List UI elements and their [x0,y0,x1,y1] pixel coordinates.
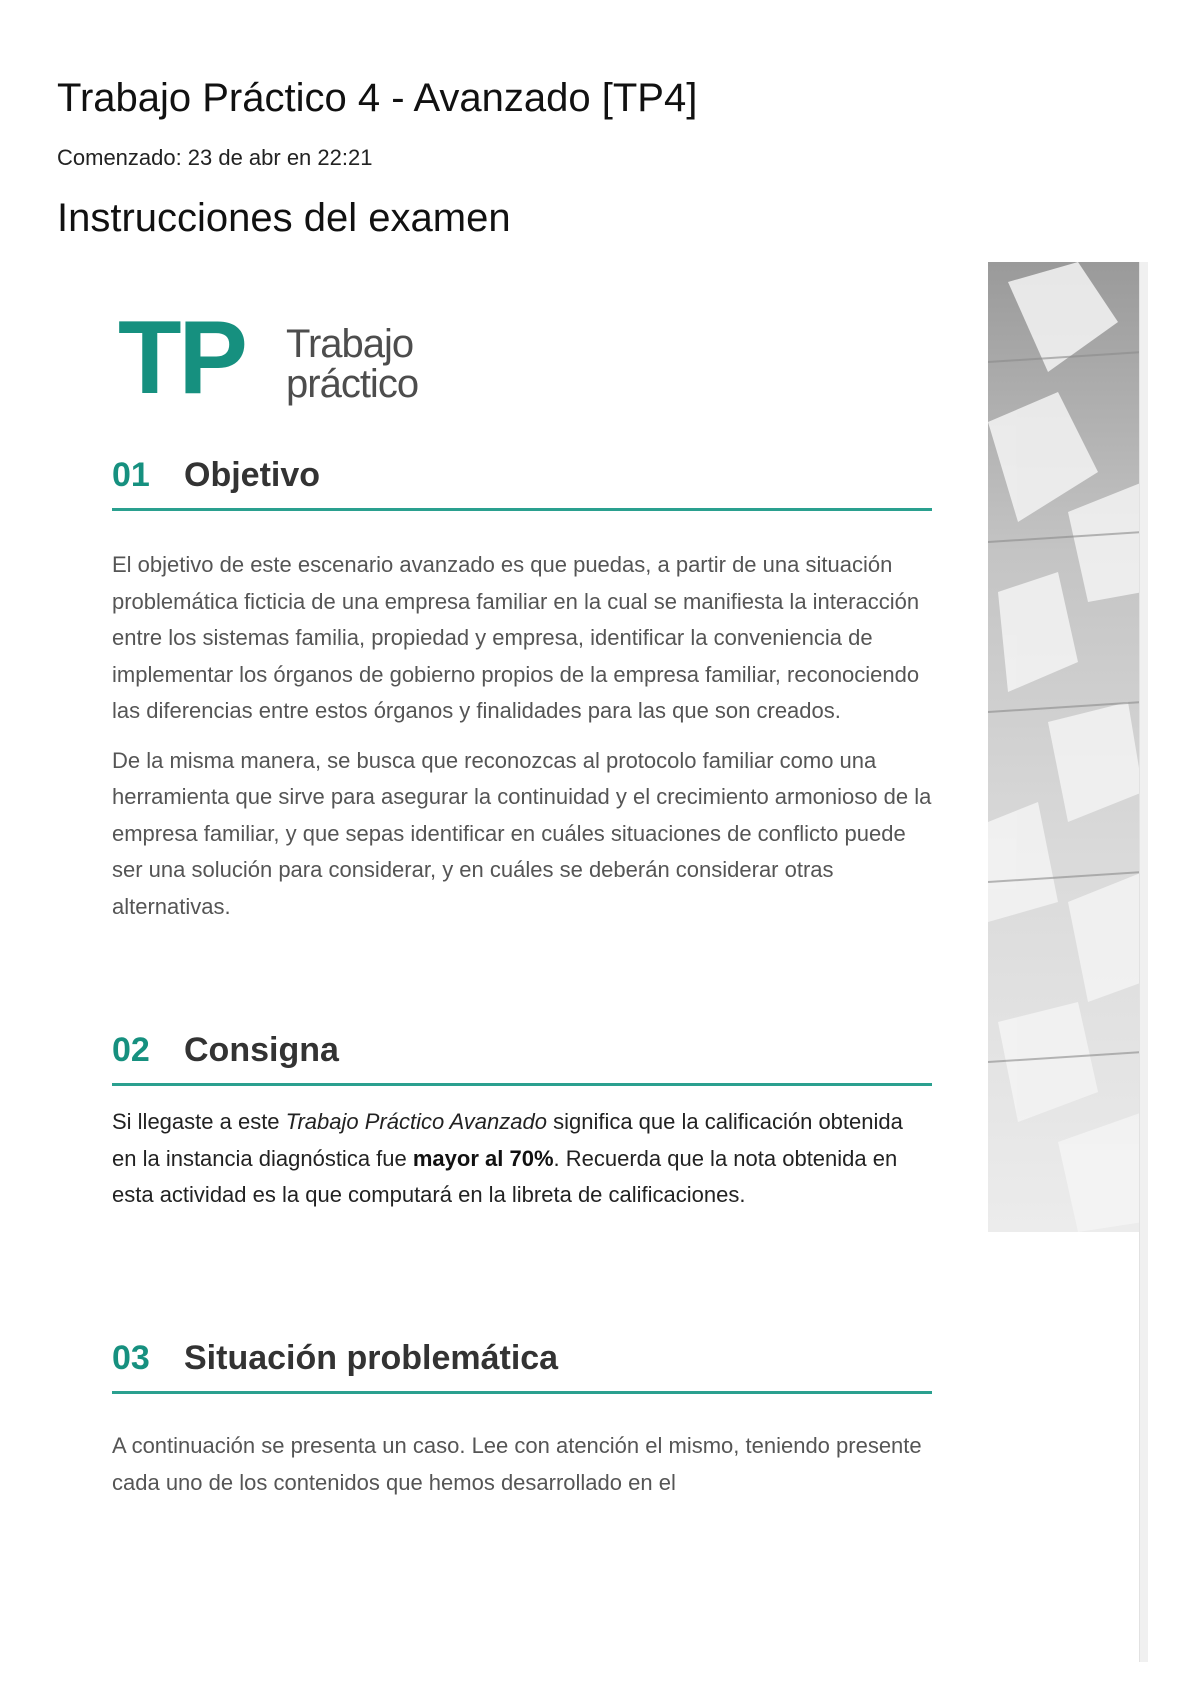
text-run: Si llegaste a este [112,1109,286,1134]
logo-mark: TP [118,300,245,416]
paragraph: El objetivo de este escenario avanzado es que puedas, a partir de una situación problemática ficticia de una empresa familiar en la cual se manifiesta la interacción entre los sistemas familia, propiedad y empresa, identificar la conveniencia de implementar los órganos de gobierno propios de la empresa familiar, reconociendo las diferencias entre estos órganos y finalidades para las que son creados. [112,552,920,723]
section-number: 01 [112,456,150,494]
section-title: Objetivo [184,456,321,494]
paragraph: De la misma manera, se busca que reconozcas al protocolo familiar como una herramienta que sirve para asegurar la continuidad y el crecimiento armonioso de la empresa familiar, y que sepas identificar en cuáles situaciones de conflicto puede ser una solución para considerar, y en cuáles se deberán considerar otras alternativas. [112,747,932,919]
section-situacion [112,1335,932,1501]
logo-text-line2: práctico [286,362,419,406]
paragraph [112,1104,932,1214]
text-run-bold: mayor al 70% [412,1145,554,1171]
instructions-title: Instrucciones del examen [57,196,511,240]
logo-text-line1: Trabajo [286,322,414,366]
scrollbar[interactable] [1139,262,1148,1662]
section-header [112,452,932,511]
instructions-frame [56,262,1148,1662]
started-info [57,145,372,171]
section-header [112,1335,932,1394]
started-value: 23 de abr en 22:21 [187,145,373,170]
section-title: Situación problemática [184,1339,559,1377]
section-objetivo [112,452,932,925]
section-consigna [112,1027,932,1214]
text-run: . Recuerda que la nota obtenida en esta actividad es la que computará en la libreta de calificaciones. [112,1145,898,1207]
page-title: Trabajo Práctico 4 - Avanzado [TP4] [57,76,698,120]
section-number: 02 [112,1031,150,1069]
text-run: significa que la calificación obtenida en la instancia diagnóstica fue [112,1109,903,1171]
section-title: Consigna [184,1031,339,1069]
section-number: 03 [112,1339,150,1377]
decorative-banner-image [988,262,1143,1232]
text-run-italic: Trabajo Práctico Avanzado [285,1109,547,1134]
tp-logo [118,300,478,416]
started-label: Comenzado: [57,145,182,170]
logo-text [286,324,418,404]
section-header [112,1027,932,1086]
paragraph: A continuación se presenta un caso. Lee con atención el mismo, teniendo presente cada uno de los contenidos que hemos desarrollado en el [112,1433,922,1495]
